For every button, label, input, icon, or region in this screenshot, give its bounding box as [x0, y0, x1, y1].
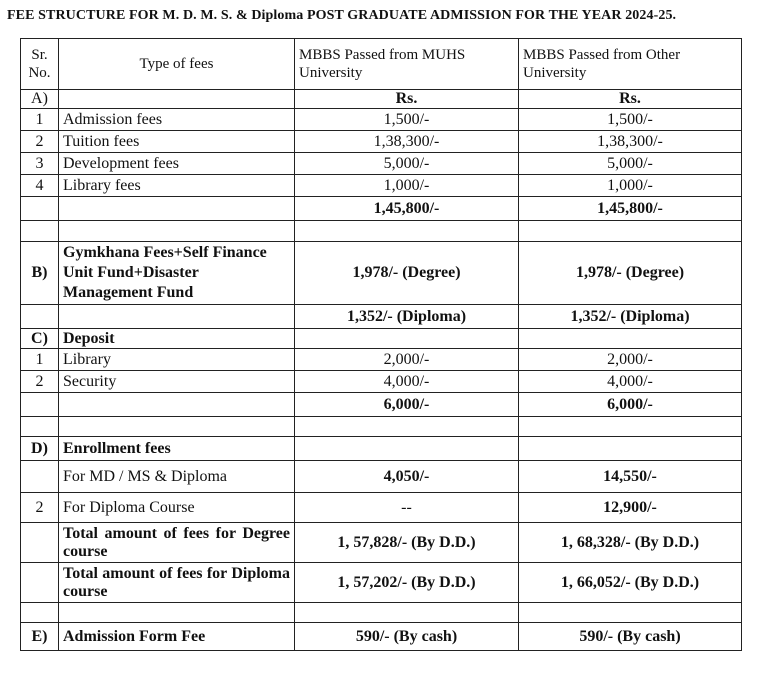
fee-name: Admission fees: [59, 109, 295, 131]
header-row: [21, 39, 742, 90]
spacer-row: [21, 221, 742, 242]
empty-cell: [295, 221, 519, 242]
section-b-diploma-row: [21, 305, 742, 329]
row-number: 1: [21, 109, 59, 131]
empty-cell: [59, 393, 295, 417]
empty-cell: [21, 523, 59, 563]
section-a-total-row: [21, 197, 742, 221]
section-d-label: D): [21, 437, 59, 461]
empty-cell: [519, 221, 742, 242]
total-diploma-name: Total amount of fees for Diploma course: [59, 563, 295, 603]
empty-cell: [21, 603, 59, 623]
section-a-label: A): [21, 90, 59, 109]
fee-value-col1: 5,000/-: [295, 153, 519, 175]
section-a-empty: [59, 90, 295, 109]
spacer-row: [21, 417, 742, 437]
row-number: 2: [21, 131, 59, 153]
empty-cell: [519, 603, 742, 623]
fee-name: Development fees: [59, 153, 295, 175]
section-b-diploma-col2: 1,352/- (Diploma): [519, 305, 742, 329]
empty-cell: [295, 329, 519, 349]
empty-cell: [21, 197, 59, 221]
table-row: [21, 153, 742, 175]
enrollment-value-col2: 12,900/-: [519, 493, 742, 523]
section-c-total-col1: 6,000/-: [295, 393, 519, 417]
fee-value-col1: 1,000/-: [295, 175, 519, 197]
section-e-value-col1: 590/- (By cash): [295, 623, 519, 651]
total-diploma-row: [21, 563, 742, 603]
table-row: [21, 175, 742, 197]
fee-value-col2: 1,000/-: [519, 175, 742, 197]
total-degree-col1: 1, 57,828/- (By D.D.): [295, 523, 519, 563]
total-diploma-col1: 1, 57,202/- (By D.D.): [295, 563, 519, 603]
section-e-label: E): [21, 623, 59, 651]
section-b-row: [21, 242, 742, 305]
empty-cell: [59, 221, 295, 242]
empty-cell: [21, 417, 59, 437]
section-a-total-col2: 1,45,800/-: [519, 197, 742, 221]
deposit-value-col2: 2,000/-: [519, 349, 742, 371]
fee-value-col1: 1,500/-: [295, 109, 519, 131]
empty-cell: [21, 461, 59, 493]
fee-name: Library fees: [59, 175, 295, 197]
empty-cell: [21, 393, 59, 417]
row-number: 4: [21, 175, 59, 197]
header-col1: MBBS Passed from MUHS University: [295, 39, 519, 90]
spacer-row: [21, 603, 742, 623]
enrollment-name: For MD / MS & Diploma: [59, 461, 295, 493]
row-number: 2: [21, 371, 59, 393]
section-c-label: C): [21, 329, 59, 349]
table-row: [21, 131, 742, 153]
empty-cell: [59, 417, 295, 437]
empty-cell: [59, 603, 295, 623]
section-b-diploma-col1: 1,352/- (Diploma): [295, 305, 519, 329]
table-row: [21, 461, 742, 493]
empty-cell: [295, 603, 519, 623]
section-b-value-col1: 1,978/- (Degree): [295, 242, 519, 305]
total-degree-row: [21, 523, 742, 563]
total-degree-col2: 1, 68,328/- (By D.D.): [519, 523, 742, 563]
section-a-row: [21, 90, 742, 109]
deposit-name: Security: [59, 371, 295, 393]
row-number: 2: [21, 493, 59, 523]
table-row: [21, 371, 742, 393]
empty-cell: [295, 417, 519, 437]
table-row: [21, 493, 742, 523]
section-e-name: Admission Form Fee: [59, 623, 295, 651]
fee-value-col2: 5,000/-: [519, 153, 742, 175]
header-col2: MBBS Passed from Other University: [519, 39, 742, 90]
empty-cell: [21, 563, 59, 603]
enrollment-value-col2: 14,550/-: [519, 461, 742, 493]
section-e-value-col2: 590/- (By cash): [519, 623, 742, 651]
empty-cell: [21, 305, 59, 329]
currency-col1: Rs.: [295, 90, 519, 109]
enrollment-name: For Diploma Course: [59, 493, 295, 523]
empty-cell: [21, 221, 59, 242]
section-d-name: Enrollment fees: [59, 437, 295, 461]
fee-table: [20, 38, 742, 651]
row-number: 1: [21, 349, 59, 371]
row-number: 3: [21, 153, 59, 175]
section-b-value-col2: 1,978/- (Degree): [519, 242, 742, 305]
section-b-name: Gymkhana Fees+Self Finance Unit Fund+Disaster Management Fund: [59, 242, 295, 305]
empty-cell: [59, 305, 295, 329]
deposit-value-col2: 4,000/-: [519, 371, 742, 393]
section-a-total-col1: 1,45,800/-: [295, 197, 519, 221]
table-row: [21, 349, 742, 371]
header-type: Type of fees: [59, 39, 295, 90]
section-c-total-row: [21, 393, 742, 417]
section-c-name: Deposit: [59, 329, 295, 349]
fee-value-col1: 1,38,300/-: [295, 131, 519, 153]
section-d-row: [21, 437, 742, 461]
empty-cell: [519, 437, 742, 461]
enrollment-value-col1: 4,050/-: [295, 461, 519, 493]
total-degree-name: Total amount of fees for Degree course: [59, 523, 295, 563]
header-sr: Sr. No.: [21, 39, 59, 90]
empty-cell: [295, 437, 519, 461]
deposit-value-col1: 4,000/-: [295, 371, 519, 393]
deposit-name: Library: [59, 349, 295, 371]
document-title: FEE STRUCTURE FOR M. D. M. S. & Diploma POST GRADUATE ADMISSION FOR THE YEAR 2024-25.: [7, 8, 677, 23]
fee-name: Tuition fees: [59, 131, 295, 153]
currency-col2: Rs.: [519, 90, 742, 109]
section-e-row: [21, 623, 742, 651]
enrollment-value-col1: --: [295, 493, 519, 523]
section-b-label: B): [21, 242, 59, 305]
empty-cell: [519, 329, 742, 349]
fee-value-col2: 1,38,300/-: [519, 131, 742, 153]
section-c-total-col2: 6,000/-: [519, 393, 742, 417]
total-diploma-col2: 1, 66,052/- (By D.D.): [519, 563, 742, 603]
empty-cell: [59, 197, 295, 221]
empty-cell: [519, 417, 742, 437]
section-c-row: [21, 329, 742, 349]
table-row: [21, 109, 742, 131]
deposit-value-col1: 2,000/-: [295, 349, 519, 371]
fee-value-col2: 1,500/-: [519, 109, 742, 131]
